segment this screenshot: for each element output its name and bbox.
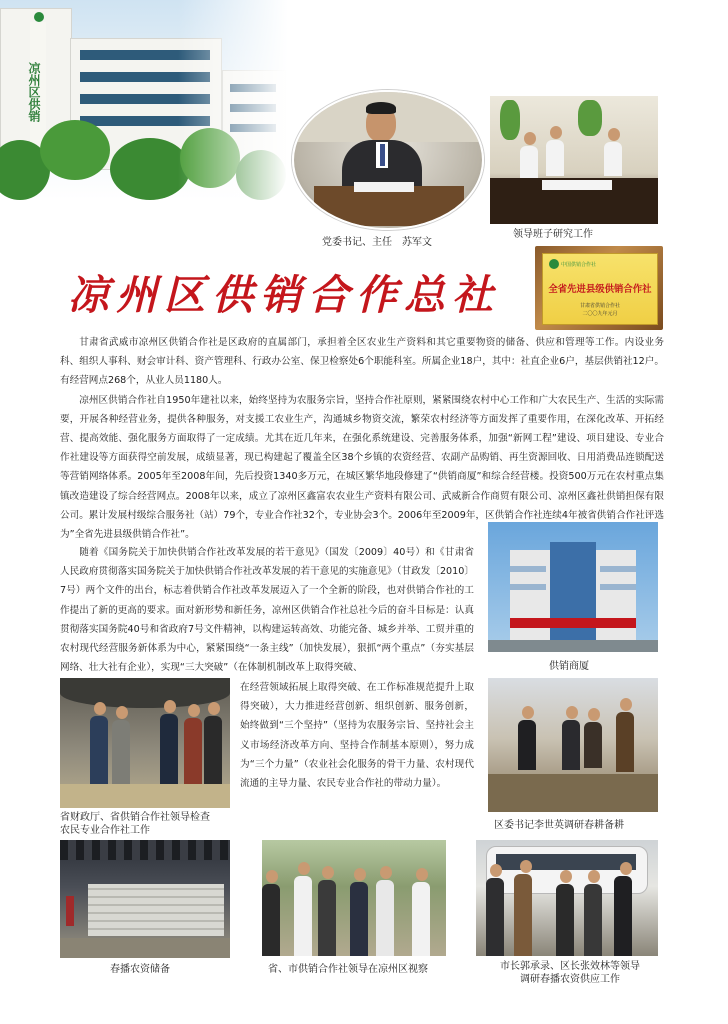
inspection-photo xyxy=(60,678,230,808)
supply-photo xyxy=(476,840,658,956)
plaque-logo-text: 中国供销合作社 xyxy=(561,262,597,268)
supply-caption-line2: 调研春播农资供应工作 xyxy=(520,974,620,985)
visit-photo xyxy=(262,840,446,956)
mall-caption: 供销商厦 xyxy=(549,661,589,672)
inspection-caption-line2: 农民专业合作社工作 xyxy=(60,825,150,836)
meeting-caption: 领导班子研究工作 xyxy=(513,229,593,240)
goals-paragraph: 随着《国务院关于加快供销合作社改革发展的若干意见》（国发〔2009〕40号）和《甘肃省人民政府贯彻落实国务院关于加快供销合作社改革发展的若干意见的实施意见》（甘政发〔2010〕7号）两个文件的出台，标志着供销合作社改革发展迈入了一个全新的阶段，也对供销合作社的工作提出了新的更高的要求。面对新形势和新任务，凉州区供销合作社总社今后的奋斗目标是：认真贯彻落实国务院40号和省政府7号文件精神，以构建运转高效、功能完备、城乡并举、工贸并重的农村现代经营服务新体系为中心，紧紧围绕“一条主线”（加快发展），狠抓“两个重点”（夯实基层网络、壮大社有企业），实现“三大突破”（在体制机制改革上取得突破、 xyxy=(60,547,474,674)
building-sign: 凉州区供销 xyxy=(30,22,46,162)
goals-text-block xyxy=(60,543,474,677)
meeting-photo xyxy=(490,96,658,224)
plowing-caption: 区委书记李世英调研春耕备耕 xyxy=(494,820,624,831)
plowing-photo xyxy=(488,678,658,812)
coop-logo-icon xyxy=(549,259,559,269)
inspection-caption-line1: 省财政厅、省供销合作社领导检查 xyxy=(60,812,210,823)
supply-caption-line1: 市长郭承录、区长张效林等领导 xyxy=(500,961,640,972)
mall-photo xyxy=(488,522,658,652)
supply-caption xyxy=(484,960,656,986)
storage-photo xyxy=(60,840,230,958)
visit-caption: 省、市供销合作社领导在凉州区视察 xyxy=(268,964,428,975)
plaque-main-text: 全省先进县级供销合作社 xyxy=(548,284,652,295)
plaque-date: 二〇〇九年元月 xyxy=(582,311,618,317)
coop-logo-icon xyxy=(34,12,44,22)
intro-paragraph: 甘肃省武威市凉州区供销合作社是区政府的直属部门，承担着全区农业生产资料和其它重要物资的储备、供应和管理等工作。内设业务科、组织人事科、财会审计科、资产管理科、行政办公室、保卫检察处6个职能科室。所属企业18户，其中：社直企业6户，基层供销社12户。有经营网点268个，从业人员1180人。 xyxy=(60,337,664,387)
office-building-photo xyxy=(0,0,288,200)
main-text-block xyxy=(60,333,664,544)
inspection-caption xyxy=(60,811,210,837)
goals-text-continued xyxy=(240,678,474,793)
award-plaque xyxy=(535,246,663,330)
page-title: 凉州区供销合作总社 xyxy=(68,271,500,319)
plaque-issuer: 甘肃省供销合作社 xyxy=(579,303,620,309)
storage-caption: 春播农资储备 xyxy=(110,964,170,975)
portrait-caption: 党委书记、主任 苏军文 xyxy=(322,237,432,248)
history-paragraph: 凉州区供销合作社自1950年建社以来，始终坚持为农服务宗旨，坚持合作社原则，紧紧围绕农村中心工作和广大农民生产、生活的实际需要，开展各种经营业务，提供各种服务，对支援工农业生产，沟通城乡物资交流，繁荣农村经济等方面发挥了重要作用，在深化改革、开拓经营、提高效能、强化服务方面取得了一定成绩。尤其在近几年来，在强化系统建设、完善服务体系，加强“新网工程”建设、项目建设、专业合作社建设等方面获得空前发展，成绩显著，现已构建起了覆盖全区38个乡镇的农资经营、农副产品购销、再生资源回收、日用消费品连锁配送等营销网络体系。2005年至2008年间，先后投资1340多万元，在城区繁华地段修建了“供销商厦”和综合经营楼。投资500万元在农村重点集镇改造建设了综合经营网点。2008年以来，成立了凉州区鑫富农农业生产资料有限公司、武威新合作商贸有限公司、凉州区鑫社供销担保有限公司。累计发展村级综合服务社（站）79个，专业合作社32个，专业协会3个。2006年至2009年，区供销合作社连续4年被省供销合作社评选为”全省先进县级供销合作社”。 xyxy=(60,394,664,541)
portrait-photo xyxy=(292,90,484,230)
goals-paragraph-rest: 在经营领域拓展上取得突破、在工作标准规范提升上取得突破），大力推进经营创新、组织创新、服务创新，始终做到“三个坚持”（坚持为农服务宗旨、坚持社会主义市场经济改革方向、坚持合作制基本原则），努力成为“三个力量”（农业社会化服务的骨干力量、农村现代流通的主导力量、农民专业合作社的带动力量）。 xyxy=(240,682,474,790)
